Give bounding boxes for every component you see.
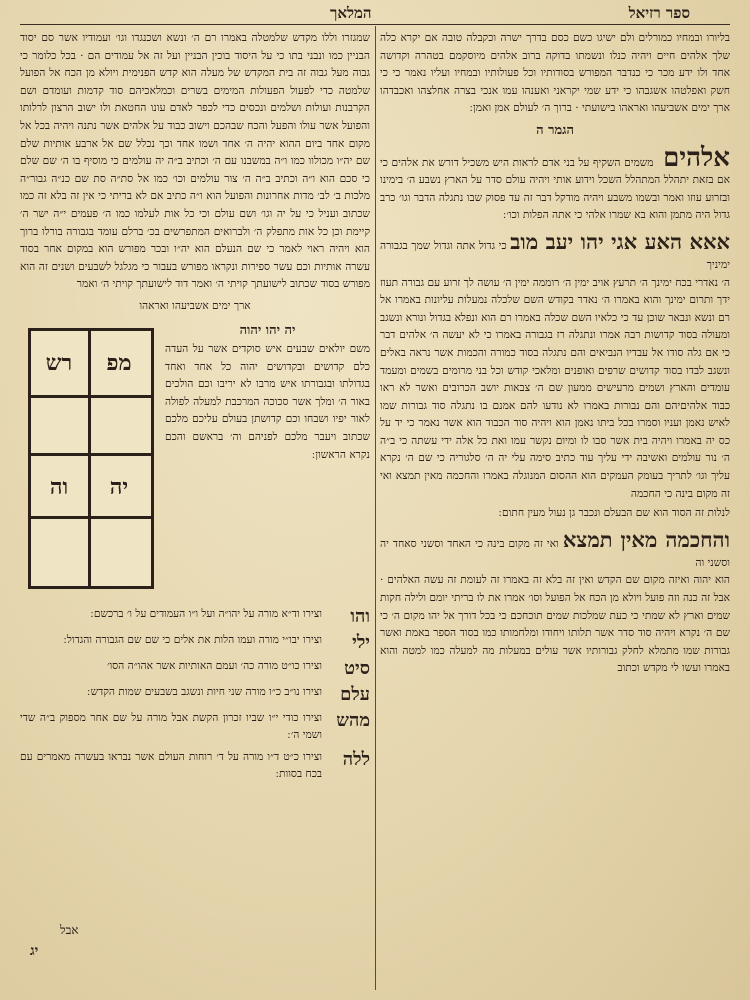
header-angel-title: המלאך — [330, 4, 372, 22]
entry-key: ללה — [342, 748, 370, 770]
entry-text: וצירו נו״ב כ״ו מורה שני חיות ונשגב בשבעים שמות הקדש ׃ — [87, 685, 322, 698]
diagram-vertical-line — [88, 331, 91, 586]
diagram-horizontal-line — [31, 453, 151, 456]
name-entry — [20, 710, 370, 745]
diagram-cell-4: וה — [49, 473, 69, 500]
wisdom-tail: ואי זה מקום בינה כי האחד וסשני סאחד יה וסשני וה — [380, 537, 730, 569]
right-paragraph-1: בליורו ובמחיו כמורלים ולם ישיגו כשם כסם בדרך ישרה וכקבלה טובה אם יקרא כלה שלך אלהים חיים ויהיה כנלו ונשמתו בדוקה ברוב אלהים מיוסקמם בטהרה וקדושה אחד ולו ידע מכר כי כנדבר המפורש בסודותיו וכל פעולותיו ובמחיו ועליו נאמר כי כי חשק ואפלטהו אשגבהו כי ידע שמי יקראני ואענהו עמו אנכי בצרה אחלצהו ואכבדהו ארך ימים אשביעהו ואראהו בישועתי · ברוך ה׳ לעולם אמן ואמן ׃ — [380, 32, 730, 115]
diagram-title: יה יהו יהוה — [239, 322, 296, 338]
diagram-cell-3: יה — [109, 473, 129, 500]
entry-text: וצירו כודי י״ו שביו זכרון הקשת אבל מורה על שם אחר מספוק ב״ה שדי ושמי ה׳ ׃ — [20, 711, 322, 742]
right-paragraph-2 — [380, 144, 730, 225]
wisdom-line — [380, 525, 730, 573]
catchword: אבל — [60, 923, 79, 937]
entry-text: וצירו כ״ט ד״ו מורה על ד׳ רוחות העולם אשר נבראו בעשרה מאמרים עם בכח בסוות ׃ — [20, 750, 322, 781]
diagram-inner-line-bottom — [31, 516, 151, 519]
column-divider — [375, 26, 376, 990]
left-paragraph-1: שמגזרו וללו מקדש שלמטלה באמרו רם ה׳ ונשא ושכנגדו וגו׳ ועמודיו אשר סם יסוד הבניין כמו ונבני בתו כי על היסוד בוכין הבניין ועל זה אל עמודים הם · בכל כלומר כי גבוה מעל גבוה זה בית המקדש של מעלה הוא קדש הפנימית ויולא מן הכח אל הפועל שלמטה כדי לפעול הפעולות המימים בשרים וכמלאכיהם סוד קדמות ועומדם ושם הקרבנות ועולות ושלמים ונכסים כדי לכפר לאדם עונו החטאת ולו ישוב הרצון לרלותו והפועל אשר עולו והפעל והכח שבהכם וישוב כבוד על אלהים אשר נתנה ויהיה בכל אל מקום אחד ביום ההוא יהיה ה׳ אחד ושמו אחד וכך נכלל שם אל ארבע אותיות שלם שם יה״ו מכולוו כמו ו״ה במשבנו עם ה׳ וכתיב ב״ה יה עולמים כי מוסיף בו ה׳ שם שלם כי סכם הוא ו״ה וכתיב ב״ה ה׳ צור עולמים וכו׳ כמו אל סת״ה סת שם כנ״ה גבור״ה מלכות ב׳ לב׳ מדות אחרונות והפועל הוא ו״ה כתיב אם לא בריתי כי אין זה בלא זה כמו שכתוב ועניל כי על יה וגו׳ ושם עולם וכי כל אות לעלמו כמו ה׳ פעמים י״ה ישר ה׳ קיימת וכן כל אות מתפלק ה׳ ולברואים המתפרשים בכ׳ ברלם עומד בגבורה בורלו ברוך הוא ויהיה ראוי לאמר כי שם הנעלם הוא יה״ו ובכר מפורש הוא במקום אחר בסוד עשרה אותיות וכם עשר ספירות ונקראו מפורש בעבור כי מגלגל לשבעים ושנים זה הוא מפורש בסוד שכתוב לישועתך קויתי ה׳ ואמר דוד לישועתך קויתי ה׳ ואמר — [20, 32, 370, 291]
diagram-cell-1: מפ — [106, 349, 132, 376]
section-heading: הגמר ה — [536, 122, 574, 138]
entry-key: ילי — [352, 631, 370, 653]
entry-key: מהש — [336, 709, 370, 731]
divine-names-large: אאא האע אגי יהו יעב מוב — [510, 228, 730, 254]
entry-key: סיט — [344, 657, 370, 679]
header-book-title: ספר רזיאל — [628, 4, 690, 22]
diagram-side-text — [165, 322, 370, 465]
right-paragraph-5: הוא יהוה ואיזה מקום שם הקדש ואין זה בלא זה באמרו זה לעומת זה עשה האלהים · אבל זה כנה וזה פועל ויולא מן הכח אל הפועל וסו׳ אמרו את לו בריתי יומם ולילה חקות שמים וארץ לא שמתי כי כעת שמלכות שמים תוכחכם כי בכל דורך אל יהו מקום ה׳ כי שם ה׳ נקרא ויהיה סוד סדר אשר תלותו ויחודו ומלחמותו כמו בסוד הספר באמת ואשר גבורות שמו מתמלא לחלק גבורותיו אשר עולים במעלות מה למעלה כמו למטה והוא באמרו ועשו לי מקדש וכתוב — [380, 574, 730, 675]
entry-key: עלם — [340, 683, 370, 705]
header-rule — [20, 24, 730, 25]
signature-mark: יג — [30, 943, 39, 959]
diagram-inner-line-top — [31, 395, 151, 398]
divine-names-line — [380, 227, 730, 275]
left-column — [20, 30, 370, 990]
entry-text: וצירו יבו״י מורה ועמו הלות את אלים כי שם שם הגבורה והגדול ׃ — [63, 633, 322, 646]
diagram-block — [20, 322, 370, 602]
name-entry — [20, 749, 370, 784]
running-header — [20, 4, 730, 24]
right-paragraph-3: ה׳ נאדרי בכח ימינך ה׳ תרעץ אויב ימין ה׳ רוממה ימין ה׳ עושה לך זרוע עם גבורה תעוז ידך ותרום ימינך והוא באמרו ה׳ נאדר בקודש השם שלכלה נמעלות עליונות באמרו אל רם ונשא ונבאר שוכן עד כי כלאיו השם שכלה באמרו רם הוא ונפלא בגדול ונורא ונשגב ומעולה בסוד קדושות רבה אמרו ונתגלה רז בגבורה באמרו כי לא יעשה ה׳ אלהים דבר כי אם גלה סודו אל עבדיו הנביאים והם נתגלה בסוד כמורה והכמות אשר נראה באלים ונשגב לבדו בסוד קדושים שרפים ואופנים ומלאכי קודש וכל בני מרומים בשמים ומעמד עומדים והארץ ושמים מרעישים ממעון שם ה׳ צבאות יושב הכרובים ואשר לא ראו כבוד אלהיםיהם והם נבורות באמרו לא נודעו להם אמנם בו נתגלה סוד גבורות שמו לאיש נאמן ועניו וסמרו בכל ביתו נאמן הוא ויהיה סוד הכבוד הוא אשר נאמר כי יד על כס יה באמרו ויהיה בית אשר סבו לו ומיום נקשר עמו ואת כל אלה ידי עשתה כי ב״ה ה׳ נור עולמים ואשיבה ידי עליך עוד כתיב סימה עלי יה ה׳ סלגוריה כי שם ה׳ נקרא עליך וגו׳ לתריך בעומק העמקים הוא ההסום המנוגלה באמרו והחכמה מאין תמצא ואי זה מקום בינה כי החכמה — [380, 276, 730, 500]
name-entry — [20, 632, 370, 654]
entry-key: והו — [350, 605, 370, 627]
entry-text: וצירו כו״ט מורה כה׳ ועמם האותיות אשר אהו״ה הסו׳ — [107, 659, 322, 672]
name-entry — [20, 684, 370, 706]
opening-word-elohim: אלהים — [663, 142, 730, 173]
entry-text: וצירו וד״א מורה על יהו״ה ועל ו״ו העמודים על ו׳ ברכשם ׃ — [90, 607, 322, 620]
name-entry — [20, 606, 370, 628]
letter-square-diagram — [28, 328, 154, 589]
right-paragraph-4: לנלות זה הסוד הוא שם הבעלם ונכבר גן נעול מעין חתום ׃ — [498, 507, 730, 520]
right-paragraph-2-text: משמים השקיף על בני אדם לראות היש משכיל דורש את אלהים כי אם בזאת יתהלל המתהלל השכל וידוע אותי ויהיה עולם סדר על הארץ נשבע ה׳ בימינו ובזרוע עוזו ואמר ובשמו משבע ויהיה מודקל דבר זה עד פסוק שבו נתגלה הדבר וגו׳ כרב גדול היה מתמן והוא בא שמרו אלהי כי אתה הפלות וכו׳ ׃ — [380, 156, 730, 222]
name-entry — [20, 658, 370, 680]
diagram-cell-2: רש — [45, 349, 73, 376]
right-column — [380, 30, 730, 990]
wisdom-large: והחכמה מאין תמצא — [562, 526, 730, 552]
divine-names-tail: כי גדול אתה וגדול שמך בגבורה ימיניך — [380, 239, 730, 271]
left-paragraph-1-tail: ארך ימים אשביעהו ואראהו — [139, 299, 251, 312]
diagram-description: משם יולאים שבעים איש סוקדים אשר על העדה כלם קדושים ובקדושים יהוה כל אחד ואחד בגדולתו ובגבורתו איש מרבו לא יריבו וכם הולכים באור ה׳ ומלך אשר סכוכה המרכבת למעלה לפולה לאור יפיו ושבחו וכם קדושתן בעולם עליכם מלכם שכתוב ויעבר מלכם לפניהם וה׳ בראשם והכם נקרא הראשון ׃ — [165, 343, 370, 461]
